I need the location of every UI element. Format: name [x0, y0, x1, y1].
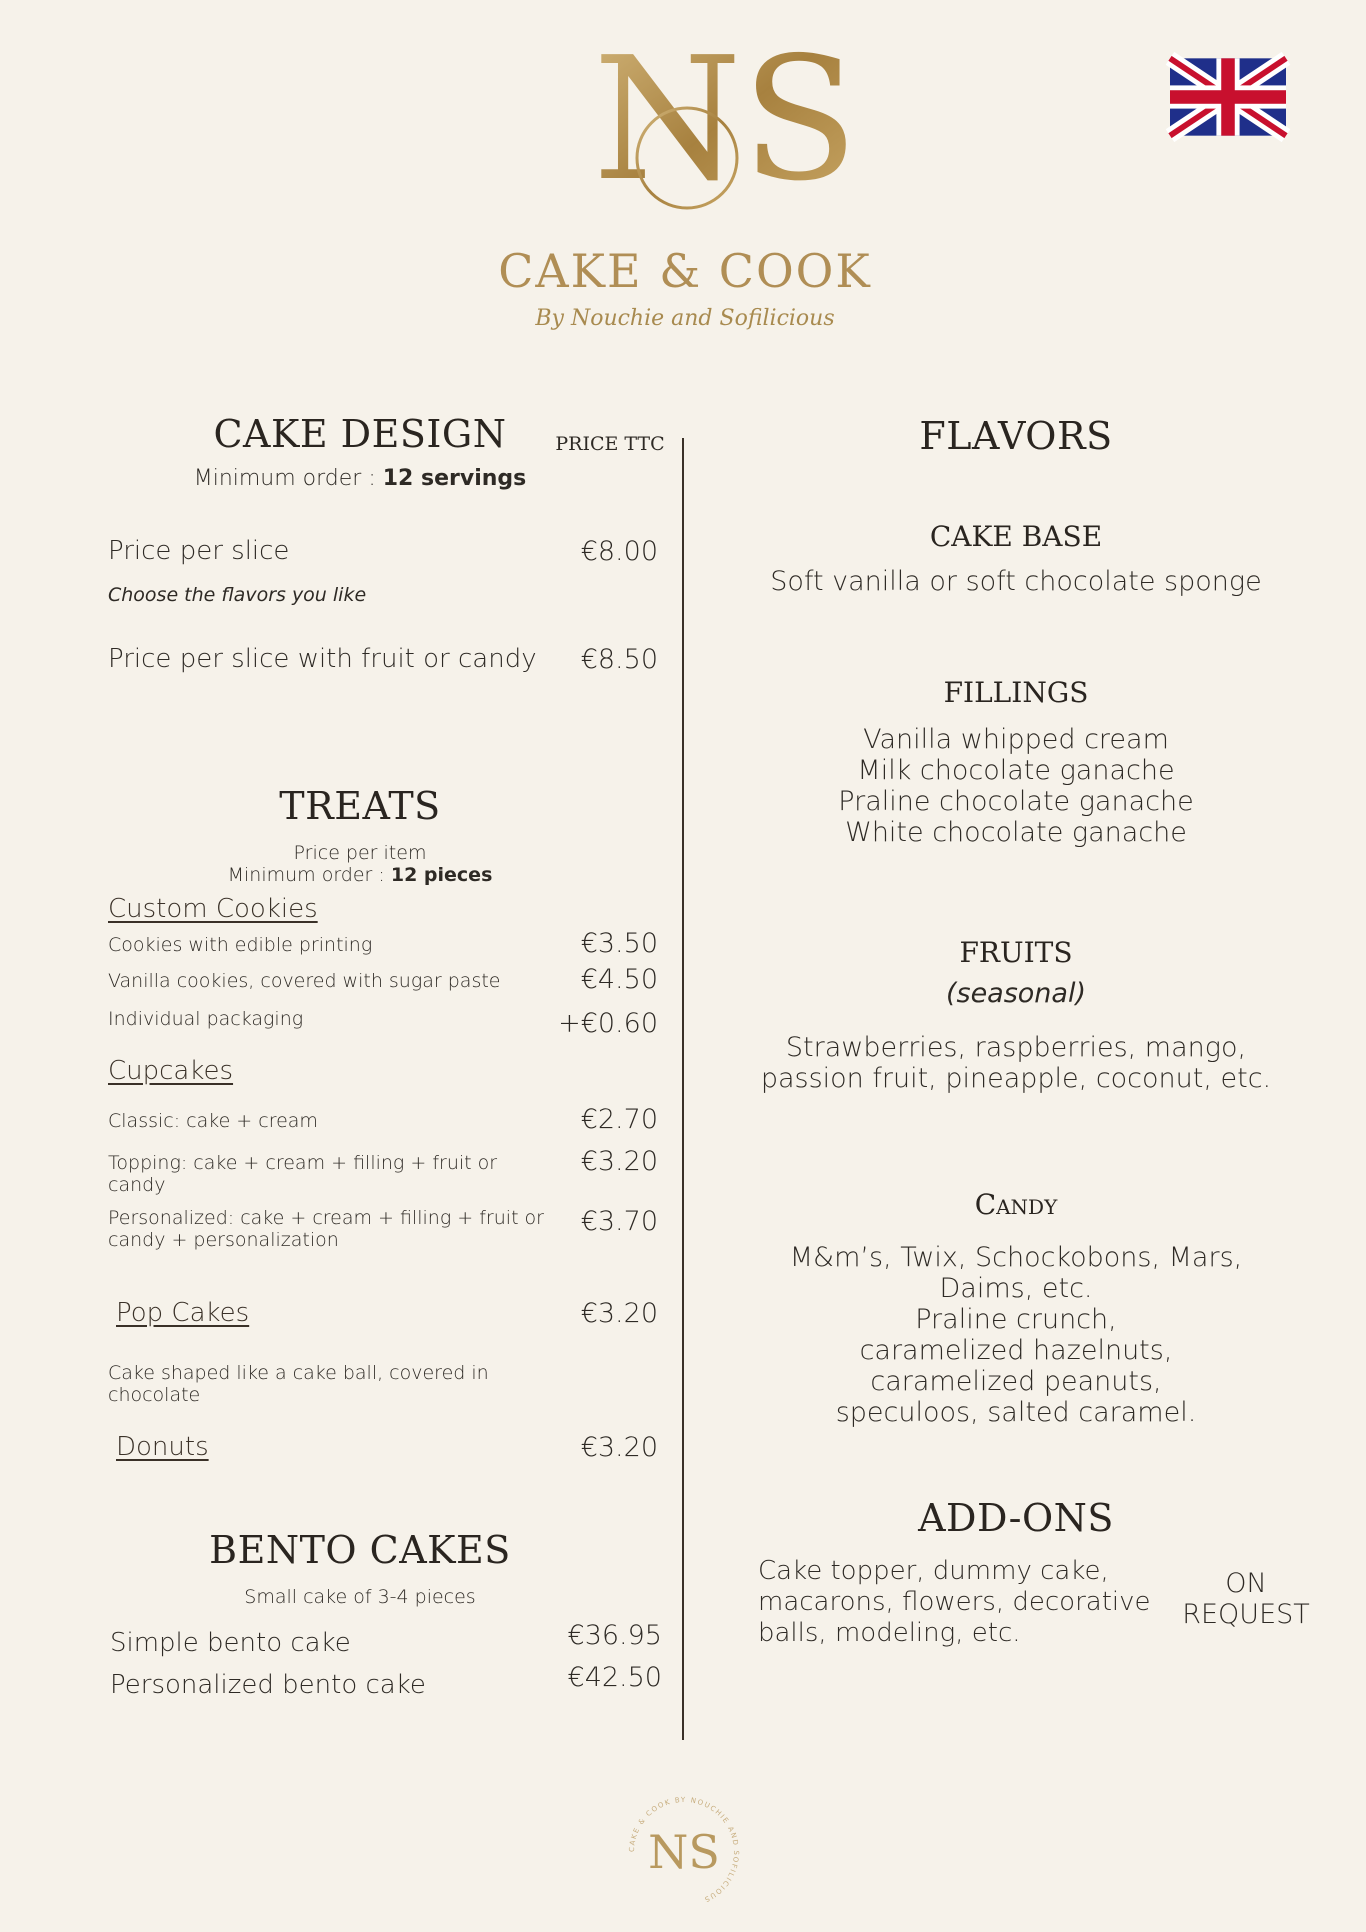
cookies-item-label: Vanilla cookies, covered with sugar paste	[108, 970, 501, 992]
fillings-heading: FILLINGS	[943, 676, 1089, 709]
candy-line: Daims, etc.	[939, 1273, 1093, 1304]
price-per-slice-value: €8.00	[580, 536, 658, 567]
fruits-list	[736, 1032, 1296, 1094]
donuts-price: €3.20	[580, 1432, 658, 1463]
pop-cakes-price: €3.20	[580, 1298, 658, 1329]
cupcake-item-price: €2.70	[580, 1104, 658, 1135]
pop-cakes-note: Cake shaped like a cake ball, covered in chocolate	[108, 1362, 489, 1406]
add-ons-line: balls, modeling, etc.	[758, 1618, 1021, 1648]
cake-base-text: Soft vanilla or soft chocolate sponge	[770, 566, 1262, 597]
cake-base-heading: CAKE BASE	[929, 520, 1103, 553]
on-request-line: ON	[1225, 1568, 1267, 1599]
filling-line: White chocolate ganache	[845, 817, 1187, 848]
fillings-list	[736, 724, 1296, 848]
min-order-value: 12 servings	[382, 466, 527, 491]
brand-tagline: By Nouchie and Sofilicious	[535, 306, 835, 331]
cookies-item-price: €3.50	[580, 928, 658, 959]
price-ttc-header: PRICE TTC	[555, 433, 665, 455]
bento-cakes-title: BENTO CAKES	[209, 1528, 511, 1572]
candy-heading: Candy	[974, 1188, 1058, 1221]
treats-min-order-label: Minimum order :	[227, 864, 385, 886]
flavors-title: FLAVORS	[919, 414, 1113, 458]
price-per-slice-label: Price per slice	[108, 536, 290, 566]
cupcake-item-label: Classic: cake + cream	[108, 1110, 318, 1132]
candy-line: Praline crunch,	[915, 1304, 1117, 1335]
bento-item-label: Simple bento cake	[110, 1628, 351, 1658]
cake-design-title: CAKE DESIGN	[213, 412, 507, 456]
candy-line: caramelized peanuts,	[870, 1366, 1162, 1397]
cupcake-item-price: €3.70	[580, 1206, 658, 1237]
footer-logo-icon	[622, 1790, 746, 1914]
bento-note: Small cake of 3-4 pieces	[244, 1586, 476, 1608]
treats-price-note: Price per item	[293, 842, 427, 864]
fruit-slice-price: €8.50	[580, 644, 658, 675]
fruits-line: Strawberries, raspberries, mango,	[785, 1032, 1247, 1063]
candy-line: speculoos, salted caramel.	[835, 1397, 1197, 1428]
treats-title: TREATS	[279, 784, 441, 828]
add-ons-price	[1166, 1568, 1326, 1630]
cake-design-min-order	[160, 466, 560, 491]
treats-min-order-value: 12 pieces	[390, 864, 493, 886]
fruit-slice-label: Price per slice with fruit or candy	[108, 644, 537, 674]
min-order-label: Minimum order :	[193, 466, 376, 491]
filling-line: Milk chocolate ganache	[857, 755, 1175, 786]
uk-flag-icon[interactable]	[1170, 58, 1286, 136]
candy-line: caramelized hazelnuts,	[859, 1335, 1173, 1366]
filling-line: Vanilla whipped cream	[863, 724, 1169, 755]
svg-text:NS: NS	[593, 21, 859, 219]
svg-text:NS: NS	[648, 1825, 720, 1879]
packaging-label: Individual packaging	[108, 1008, 304, 1030]
add-ons-list	[758, 1556, 1158, 1649]
svg-text:CAKE & COOK BY NOUCHIE AND SOF: CAKE & COOK BY NOUCHIE AND SOFILICIOUS	[627, 1795, 741, 1904]
bento-item-price: €36.95	[567, 1620, 662, 1651]
on-request-line: REQUEST	[1182, 1599, 1310, 1630]
candy-list	[736, 1242, 1296, 1428]
treats-min-order	[160, 864, 560, 886]
cupcake-item-label: Personalized: cake + cream + filling + fruit or candy + personalization	[108, 1207, 544, 1251]
add-ons-heading: ADD-ONS	[918, 1496, 1114, 1540]
fruits-heading: FRUITS	[959, 936, 1073, 969]
slice-note: Choose the flavors you like	[108, 584, 367, 606]
filling-line: Praline chocolate ganache	[838, 786, 1194, 817]
cupcakes-heading[interactable]: Cupcakes	[108, 1056, 234, 1086]
cupcake-item-label: Topping: cake + cream + filling + fruit or candy	[108, 1152, 498, 1196]
donuts-heading[interactable]: Donuts	[116, 1432, 209, 1462]
add-ons-line: macarons, flowers, decorative	[758, 1587, 1151, 1617]
brand-name: CAKE & COOK	[498, 244, 872, 298]
packaging-price: +€0.60	[558, 1008, 658, 1039]
logo-mark	[585, 21, 859, 228]
bento-item-label: Personalized bento cake	[110, 1670, 426, 1700]
fruits-note: (seasonal)	[945, 978, 1087, 1009]
cookies-item-label: Cookies with edible printing	[108, 934, 373, 956]
custom-cookies-heading[interactable]: Custom Cookies	[108, 894, 318, 924]
pop-cakes-heading[interactable]: Pop Cakes	[116, 1298, 250, 1328]
candy-line: M&m’s, Twix, Schockobons, Mars,	[789, 1242, 1243, 1273]
bento-item-price: €42.50	[567, 1662, 662, 1693]
fruits-line: passion fruit, pineapple, coconut, etc.	[760, 1063, 1272, 1094]
column-divider	[682, 438, 684, 1740]
add-ons-line: Cake topper, dummy cake,	[758, 1556, 1109, 1586]
cookies-item-price: €4.50	[580, 964, 658, 995]
cupcake-item-price: €3.20	[580, 1146, 658, 1177]
